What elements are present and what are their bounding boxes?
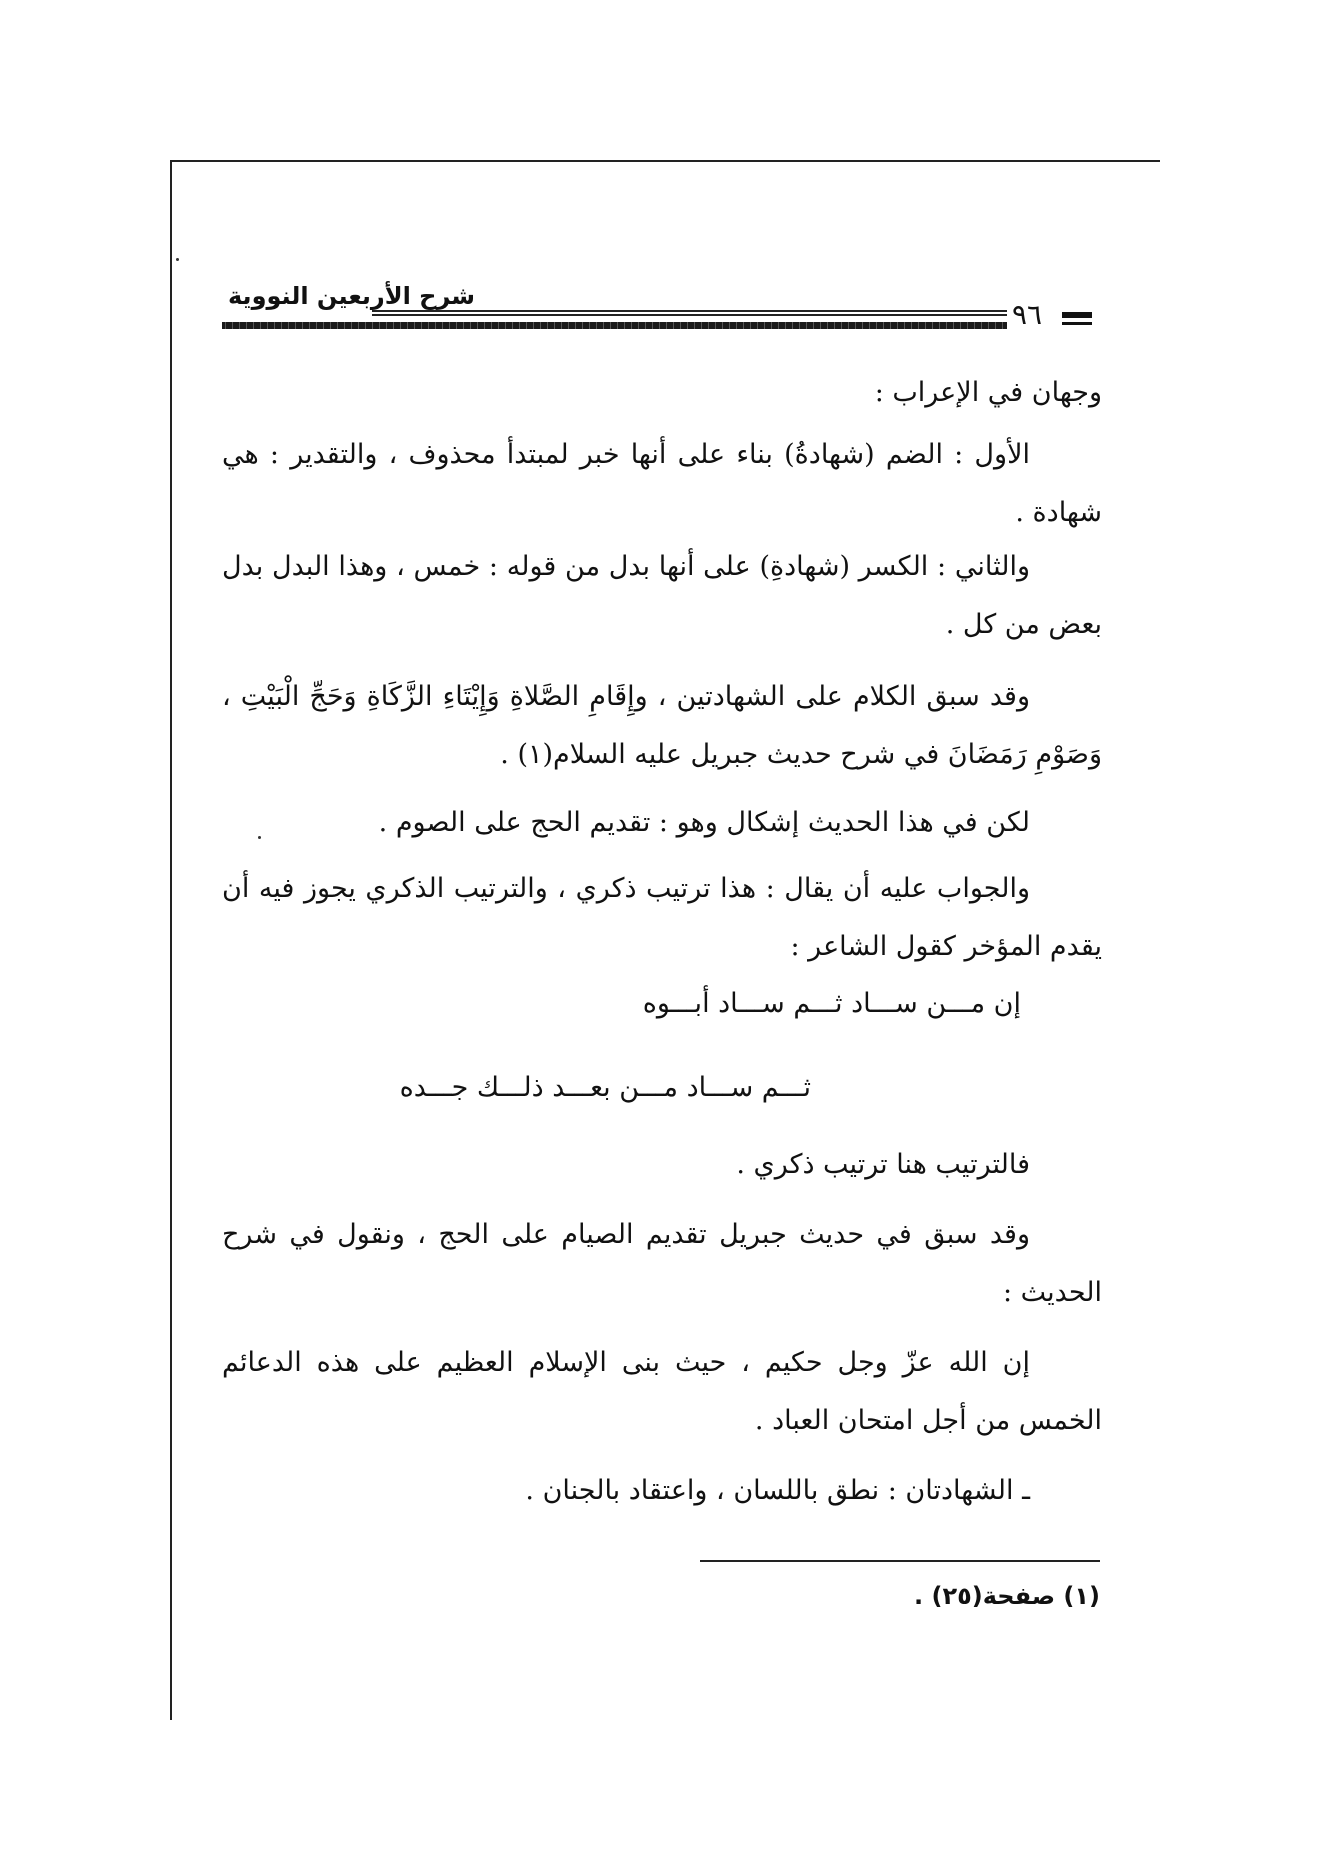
paragraph: وقد سبق الكلام على الشهادتين ، وإِقَامِ الصَّلاةِ وَإِيْتَاءِ الزَّكَاةِ وَحَجِّ الْبَيْتِ ، وَصَوْمِ رَمَضَانَ في شرح حديث جبريل عليه السلام(١) . <box>222 681 1102 770</box>
paragraph: وجهان في الإعراب : <box>874 377 1102 408</box>
paragraph: إن الله عزّ وجل حكيم ، حيث بنى الإسلام العظيم على هذه الدعائم الخمس من أجل امتحان العباد . <box>222 1347 1102 1436</box>
scan-frame-top <box>170 160 1160 162</box>
paragraph: فالترتيب هنا ترتيب ذكري . <box>736 1149 1030 1180</box>
scan-frame-left <box>170 160 172 1720</box>
header-rule-thick <box>222 322 1007 329</box>
running-header <box>222 282 1092 342</box>
footnote-separator <box>700 1560 1100 1562</box>
paragraph: الأول : الضم (شهادةُ) بناء على أنها خبر لمبتدأ محذوف ، والتقدير : هي شهادة . <box>222 439 1102 528</box>
footnote: (١) صفحة(٢٥) . <box>914 1582 1100 1610</box>
poetry-verse: إن مـــن ســـاد ثـــم ســـاد أبـــوه <box>642 988 1021 1019</box>
paragraph: ـ الشهادتان : نطق باللسان ، واعتقاد بالجنان . <box>525 1475 1030 1506</box>
poetry-verse: ثـــم ســـاد مـــن بعـــد ذلـــك جـــده <box>399 1072 811 1103</box>
page-number-mark <box>1062 322 1092 325</box>
paragraph: والجواب عليه أن يقال : هذا ترتيب ذكري ، والترتيب الذكري يجوز فيه أن يقدم المؤخر كقول الشاعر : <box>222 873 1102 962</box>
paragraph: وقد سبق في حديث جبريل تقديم الصيام على الحج ، ونقول في شرح الحديث : <box>222 1219 1102 1308</box>
page-number: ٩٦ <box>1012 298 1043 331</box>
header-rule <box>372 310 1007 312</box>
book-title: شرح الأربعين النووية <box>228 282 475 310</box>
paragraph: لكن في هذا الحديث إشكال وهو : تقديم الحج على الصوم . <box>378 807 1030 838</box>
paragraph: والثاني : الكسر (شهادةِ) على أنها بدل من قوله : خمس ، وهذا البدل بدل بعض من كل . <box>222 551 1102 640</box>
header-rule <box>372 314 1007 316</box>
scan-speck <box>176 258 179 261</box>
page-number-mark <box>1062 312 1092 318</box>
